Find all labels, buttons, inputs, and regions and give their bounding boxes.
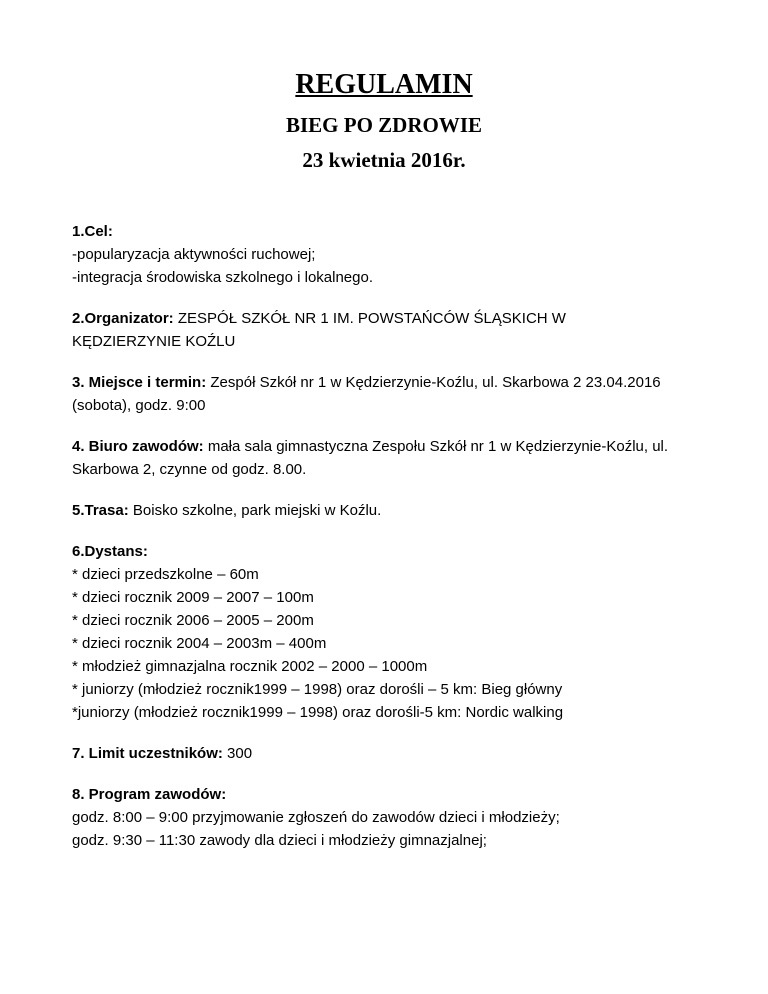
section-biuro [72,435,712,481]
section-label: 6.Dystans: [72,543,148,560]
list-item: * dzieci rocznik 2009 – 2007 – 100m [72,589,314,606]
section-program [72,783,712,852]
list-item: * dzieci rocznik 2004 – 2003m – 400m [72,635,327,652]
document-title: REGULAMIN [295,69,473,100]
section-label: 5.Trasa: [72,502,129,519]
list-item: * juniorzy (młodzież rocznik1999 – 1998) oraz dorośli – 5 km: Bieg główny [72,681,563,698]
section-text-continued: KĘDZIERZYNIE KOŹLU [72,333,236,350]
list-item: godz. 9:30 – 11:30 zawody dla dzieci i młodzieży gimnazjalnej; [72,832,487,849]
list-item: *juniorzy (młodzież rocznik1999 – 1998) oraz dorośli-5 km: Nordic walking [72,704,564,721]
section-text: mała sala gimnastyczna Zespołu Szkół nr 1 w Kędzierzynie-Koźlu, ul. [203,438,669,455]
section-text: Zespół Szkół nr 1 w Kędzierzynie-Koźlu, ul. Skarbowa 2 23.04.2016 [206,374,661,391]
section-label: 3. Miejsce i termin: [72,374,207,391]
list-item: godz. 8:00 – 9:00 przyjmowanie zgłoszeń do zawodów dzieci i młodzieży; [72,809,560,826]
section-label: 4. Biuro zawodów: [72,438,204,455]
section-dystans [72,540,712,724]
regulations-body [72,220,712,852]
list-item: * młodzież gimnazjalna rocznik 2002 – 2000 – 1000m [72,658,428,675]
section-miejsce [72,371,712,417]
event-date: 23 kwietnia 2016r. [302,148,466,172]
section-text: Boisko szkolne, park miejski w Koźlu. [128,502,382,519]
list-item: -integracja środowiska szkolnego i lokalnego. [72,269,373,286]
section-limit [72,742,712,765]
section-trasa [72,499,712,522]
section-label: 7. Limit uczestników: [72,745,223,762]
list-item: * dzieci przedszkolne – 60m [72,566,259,583]
event-name: BIEG PO ZDROWIE [285,113,483,137]
section-label: 1.Cel: [72,223,113,240]
section-text: 300 [222,745,253,762]
section-text: ZESPÓŁ SZKÓŁ NR 1 IM. POWSTAŃCÓW ŚLĄSKICH W [173,310,566,327]
list-item: -popularyzacja aktywności ruchowej; [72,246,316,263]
section-text-continued: (sobota), godz. 9:00 [72,397,206,414]
section-cel [72,220,712,289]
section-organizator [72,307,712,353]
section-text-continued: Skarbowa 2, czynne od godz. 8.00. [72,461,307,478]
section-label: 8. Program zawodów: [72,786,227,803]
list-item: * dzieci rocznik 2006 – 2005 – 200m [72,612,314,629]
section-label: 2.Organizator: [72,310,174,327]
